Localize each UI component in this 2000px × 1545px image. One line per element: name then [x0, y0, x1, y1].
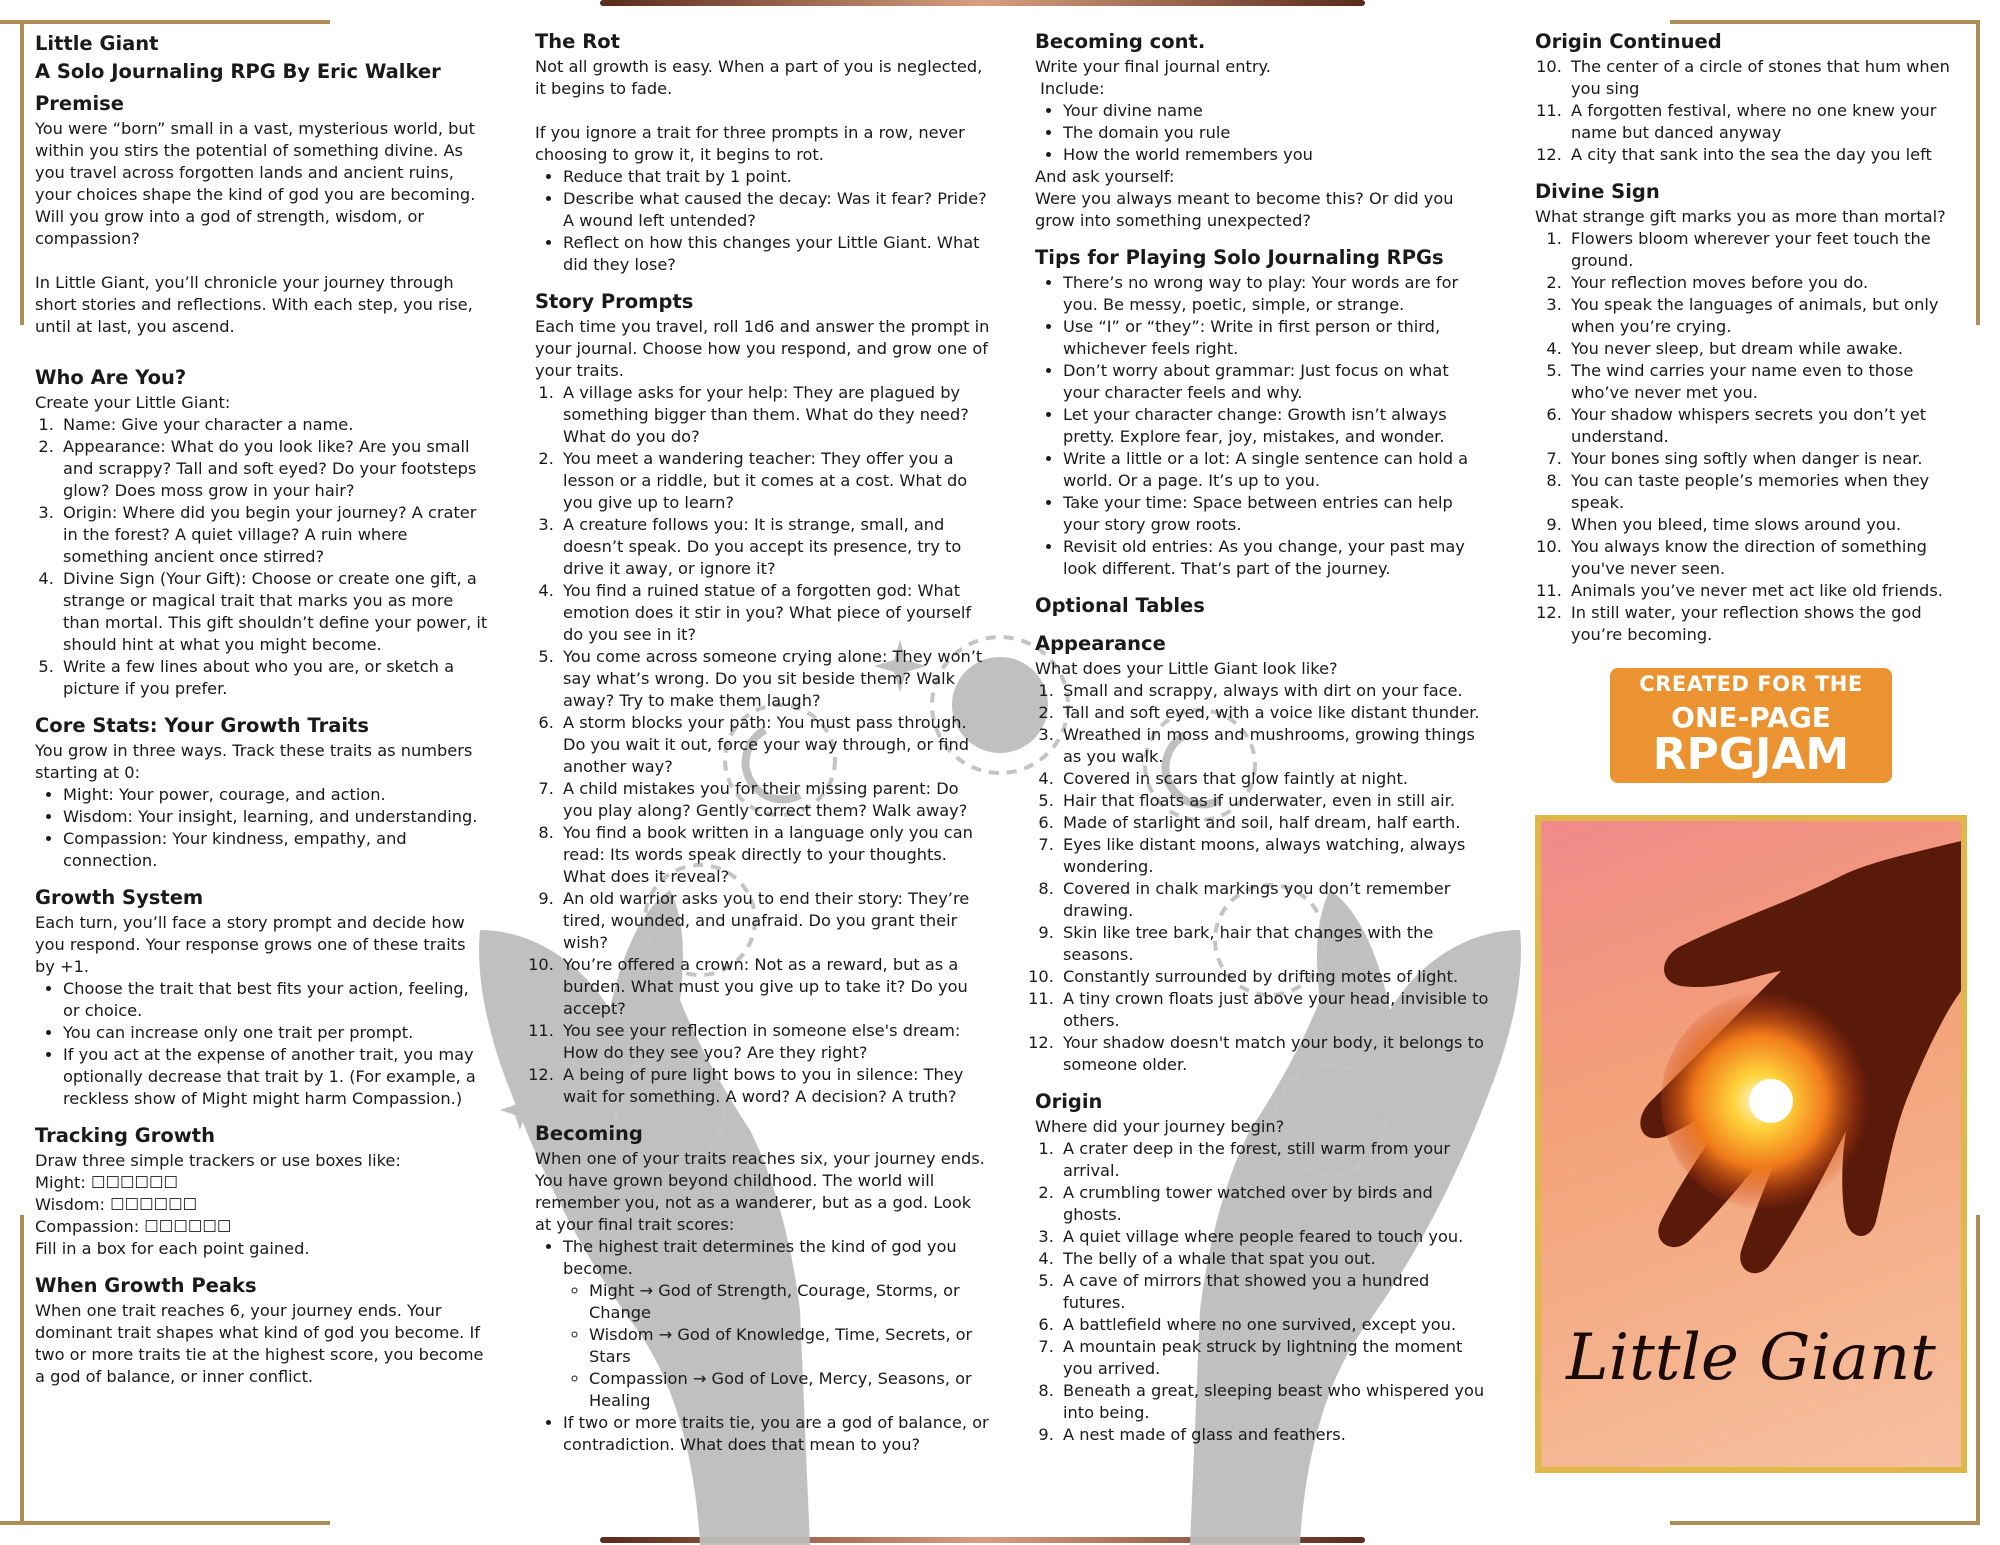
- cont-intro: Write your final journal entry.: [1035, 57, 1271, 76]
- becoming-cont-heading: Becoming cont.: [1035, 30, 1206, 53]
- list-item: 5. You come across someone crying alone: They won’t say what’s wrong. Do you sit beside them? Walk away? Try to make them laugh?: [559, 646, 990, 712]
- list-item: 11. Animals you’ve never met act like old friends.: [1567, 580, 1975, 602]
- divine-sign-list: [1535, 228, 1975, 646]
- divine-sign-intro: What strange gift marks you as more than mortal?: [1535, 207, 1946, 226]
- origin-continued-heading: Origin Continued: [1535, 30, 1722, 53]
- growth-system-heading: Growth System: [35, 886, 204, 909]
- list-item: • Don’t worry about grammar: Just focus on what your character feels and why.: [1063, 360, 1490, 404]
- origin-list: [1035, 1138, 1490, 1446]
- list-item: • Wisdom: Your insight, learning, and understanding.: [63, 806, 490, 828]
- logo-line-1: CREATED FOR THE: [1639, 672, 1863, 696]
- list-item: 2. You meet a wandering teacher: They offer you a lesson or a riddle, but it comes at a cost. What do you give up to learn?: [559, 448, 990, 514]
- list-item: 9. When you bleed, time slows around you.: [1567, 514, 1975, 536]
- list-item: 5. Write a few lines about who you are, or sketch a picture if you prefer.: [59, 656, 490, 700]
- tracker-wisdom: Wisdom: ☐☐☐☐☐☐: [35, 1195, 198, 1214]
- list-item: 6. A storm blocks your path: You must pass through. Do you wait it out, force your way through, or find another way?: [559, 712, 990, 778]
- peaks-heading: When Growth Peaks: [35, 1274, 257, 1297]
- story-prompts-heading: Story Prompts: [535, 290, 694, 313]
- list-item: • Reduce that trait by 1 point.: [563, 166, 990, 188]
- list-item: 4. You find a ruined statue of a forgotten god: What emotion does it stir in you? What piece of yourself do you see in it?: [559, 580, 990, 646]
- doc-title: Little Giant: [35, 32, 159, 55]
- list-item: • If two or more traits tie, you are a god of balance, or contradiction. What does that mean to you?: [563, 1412, 990, 1456]
- list-item: 11. You see your reflection in someone else's dream: How do they see you? Are they right?: [559, 1020, 990, 1064]
- column-2: [535, 30, 990, 1456]
- list-item: 6. Your shadow whispers secrets you don’t yet understand.: [1567, 404, 1975, 448]
- list-item: ◦ Wisdom → God of Knowledge, Time, Secrets, or Stars: [589, 1324, 990, 1368]
- list-item: 12. A being of pure light bows to you in silence: They wait for something. A word? A decision? A truth?: [559, 1064, 990, 1108]
- tracker-might: Might: ☐☐☐☐☐☐: [35, 1173, 179, 1192]
- logo-line-2: ONE-PAGE: [1671, 701, 1831, 734]
- list-item: [563, 1236, 990, 1412]
- becoming-heading: Becoming: [535, 1122, 643, 1145]
- list-item: 9. An old warrior asks you to end their story: They’re tired, wounded, and unafraid. Do you grant their wish?: [559, 888, 990, 954]
- cont-list: [1035, 100, 1490, 166]
- corner-line-top-right: [1670, 20, 1980, 24]
- list-item: 8. You find a book written in a language only you can read: Its words speak directly to your thoughts. What does it reveal?: [559, 822, 990, 888]
- list-item: • Might: Your power, courage, and action.: [63, 784, 490, 806]
- who-list: [35, 414, 490, 700]
- list-item: 11. A tiny crown floats just above your head, invisible to others.: [1059, 988, 1490, 1032]
- list-item: 7. A mountain peak struck by lightning the moment you arrived.: [1059, 1336, 1490, 1380]
- list-item: 8. Covered in chalk markings you don’t remember drawing.: [1059, 878, 1490, 922]
- cover-title: Little Giant: [1566, 1321, 1936, 1395]
- core-list: [35, 784, 490, 872]
- corner-line-bottom-left-vert: [20, 1215, 24, 1525]
- list-item: • There’s no wrong way to play: Your words are for you. Be messy, poetic, simple, or strange.: [1063, 272, 1490, 316]
- list-item: • If you act at the expense of another trait, you may optionally decrease that trait by 1. (For example, a reckless show of Might might harm Compassion.): [63, 1044, 490, 1110]
- list-item: 10. The center of a circle of stones that hum when you sing: [1567, 56, 1975, 100]
- rot-paragraph-2: If you ignore a trait for three prompts in a row, never choosing to grow it, it begins to rot.: [535, 123, 965, 164]
- rot-list: [535, 166, 990, 276]
- sun-core: [1749, 1079, 1793, 1123]
- list-item: 1. A village asks for your help: They are plagued by something bigger than them. What do they need? What do you do?: [559, 382, 990, 448]
- logo-line-3: RPGJAM: [1652, 729, 1850, 780]
- corner-line-bottom-right: [1670, 1521, 1980, 1525]
- story-list: [535, 382, 990, 1108]
- list-item: 1. Name: Give your character a name.: [59, 414, 490, 436]
- appearance-heading: Appearance: [1035, 632, 1166, 655]
- column-1: [35, 30, 490, 1388]
- list-item: 1. Small and scrappy, always with dirt on your face.: [1059, 680, 1490, 702]
- list-item: 5. A cave of mirrors that showed you a hundred futures.: [1059, 1270, 1490, 1314]
- list-item: 8. Beneath a great, sleeping beast who whispered you into being.: [1059, 1380, 1490, 1424]
- core-stats-heading: Core Stats: Your Growth Traits: [35, 714, 369, 737]
- list-item: 4. The belly of a whale that spat you out.: [1059, 1248, 1490, 1270]
- list-item: 10. Constantly surrounded by drifting motes of light.: [1059, 966, 1490, 988]
- list-item: • Describe what caused the decay: Was it fear? Pride? A wound left untended?: [563, 188, 990, 232]
- list-item: 12. A city that sank into the sea the day you left: [1567, 144, 1975, 166]
- origin-continued-list: [1535, 56, 1975, 166]
- premise-heading: Premise: [35, 92, 124, 115]
- list-item: 3. A quiet village where people feared to touch you.: [1059, 1226, 1490, 1248]
- origin-intro: Where did your journey begin?: [1035, 1117, 1285, 1136]
- who-are-you-heading: Who Are You?: [35, 366, 187, 389]
- corner-line-bottom-right-vert: [1976, 1215, 1980, 1525]
- tracker-compassion: Compassion: ☐☐☐☐☐☐: [35, 1217, 232, 1236]
- corner-line-top-left: [0, 20, 330, 24]
- list-item: 7. Eyes like distant moons, always watching, always wondering.: [1059, 834, 1490, 878]
- core-intro: You grow in three ways. Track these traits as numbers starting at 0:: [35, 741, 473, 782]
- list-item: 2. Appearance: What do you look like? Are you small and scrappy? Tall and soft eyed? Do your footsteps glow? Does moss grow in your hair?: [59, 436, 490, 502]
- list-item: 12. Your shadow doesn't match your body, it belongs to someone older.: [1059, 1032, 1490, 1076]
- corner-line-top-left-vert: [20, 20, 24, 325]
- tracking-fill: Fill in a box for each point gained.: [35, 1239, 310, 1258]
- list-item: 1. Flowers bloom wherever your feet touch the ground.: [1567, 228, 1975, 272]
- story-intro: Each time you travel, roll 1d6 and answer the prompt in your journal. Choose how you respond, and grow one of your traits.: [535, 317, 990, 380]
- corner-line-top-right-vert: [1976, 20, 1980, 325]
- cont-ask: And ask yourself:: [1035, 167, 1175, 186]
- top-center-bar: [600, 0, 1365, 6]
- list-item: 3. Wreathed in moss and mushrooms, growing things as you walk.: [1059, 724, 1490, 768]
- list-item: 3. A creature follows you: It is strange, small, and doesn’t speak. Do you accept its presence, try to drive it away, or ignore it?: [559, 514, 990, 580]
- tips-heading: Tips for Playing Solo Journaling RPGs: [1035, 246, 1444, 269]
- corner-line-bottom-left: [0, 1521, 330, 1525]
- list-item: • You can increase only one trait per prompt.: [63, 1022, 490, 1044]
- tips-list: [1035, 272, 1490, 580]
- list-item: • Choose the trait that best fits your action, feeling, or choice.: [63, 978, 490, 1022]
- list-item: 5. Hair that floats as if underwater, even in still air.: [1059, 790, 1490, 812]
- list-item: • How the world remembers you: [1063, 144, 1490, 166]
- becoming-sublist: [563, 1280, 990, 1412]
- list-item: 10. You’re offered a crown: Not as a reward, but as a burden. What must you give up to take it? Do you accept?: [559, 954, 990, 1020]
- list-item: • Your divine name: [1063, 100, 1490, 122]
- becoming-list: [535, 1236, 990, 1456]
- column-4: [1535, 30, 1975, 646]
- list-item: • Let your character change: Growth isn’t always pretty. Explore fear, joy, mistakes, and wonder.: [1063, 404, 1490, 448]
- growth-intro: Each turn, you’ll face a story prompt and decide how you respond. Your response grows one of these traits by +1.: [35, 913, 466, 976]
- who-intro: Create your Little Giant:: [35, 393, 231, 412]
- appearance-list: [1035, 680, 1490, 1076]
- becoming-text: When one of your traits reaches six, your journey ends. You have grown beyond childhood. The world will remember you, not as a wanderer, but as a god. Look at your final trait scores:: [535, 1149, 985, 1234]
- one-page-rpg-jam-logo: [1610, 668, 1892, 783]
- cont-include: Include:: [1035, 79, 1105, 98]
- list-item: • The domain you rule: [1063, 122, 1490, 144]
- list-item: 9. Skin like tree bark, hair that changes with the seasons.: [1059, 922, 1490, 966]
- list-item: 11. A forgotten festival, where no one knew your name but danced anyway: [1567, 100, 1975, 144]
- premise-paragraph-1: You were “born” small in a vast, mysterious world, but within you stirs the potential of something divine. As you travel across forgotten lands and ancient ruins, your choices shape the kind of god you are becoming. Will you grow into a god of strength, wisdom, or compassion?: [35, 119, 476, 248]
- list-item: ◦ Compassion → God of Love, Mercy, Seasons, or Healing: [589, 1368, 990, 1412]
- divine-sign-heading: Divine Sign: [1535, 180, 1660, 203]
- cont-question: Were you always meant to become this? Or did you grow into something unexpected?: [1035, 189, 1454, 230]
- list-item: ◦ Might → God of Strength, Courage, Storms, or Change: [589, 1280, 990, 1324]
- tracking-heading: Tracking Growth: [35, 1124, 216, 1147]
- list-item: 2. A crumbling tower watched over by birds and ghosts.: [1059, 1182, 1490, 1226]
- origin-heading: Origin: [1035, 1090, 1103, 1113]
- list-item: 8. You can taste people’s memories when they speak.: [1567, 470, 1975, 514]
- list-item: 7. A child mistakes you for their missing parent: Do you play along? Gently correct them? Walk away?: [559, 778, 990, 822]
- list-item: 6. Made of starlight and soil, half dream, half earth.: [1059, 812, 1490, 834]
- list-item: 3. You speak the languages of animals, but only when you’re crying.: [1567, 294, 1975, 338]
- list-item: 1. A crater deep in the forest, still warm from your arrival.: [1059, 1138, 1490, 1182]
- list-item: 12. In still water, your reflection shows the god you’re becoming.: [1567, 602, 1975, 646]
- appearance-intro: What does your Little Giant look like?: [1035, 659, 1338, 678]
- peaks-text: When one trait reaches 6, your journey ends. Your dominant trait shapes what kind of god you become. If two or more traits tie at the highest score, you become a god of balance, or inner conflict.: [35, 1301, 484, 1386]
- list-item: 3. Origin: Where did you begin your journey? A crater in the forest? A quiet village? A ruin where something ancient once stirred?: [59, 502, 490, 568]
- list-item: 2. Your reflection moves before you do.: [1567, 272, 1975, 294]
- list-item: 2. Tall and soft eyed, with a voice like distant thunder.: [1059, 702, 1490, 724]
- column-3: [1035, 30, 1490, 1446]
- list-item: • Reflect on how this changes your Little Giant. What did they lose?: [563, 232, 990, 276]
- premise-paragraph-2: In Little Giant, you’ll chronicle your journey through short stories and reflections. With each step, you rise, until at last, you ascend.: [35, 273, 473, 336]
- list-item: 4. Covered in scars that glow faintly at night.: [1059, 768, 1490, 790]
- growth-list: [35, 978, 490, 1110]
- list-item: 4. You never sleep, but dream while awake.: [1567, 338, 1975, 360]
- optional-tables-heading: Optional Tables: [1035, 594, 1205, 617]
- doc-subtitle: A Solo Journaling RPG By Eric Walker: [35, 60, 441, 83]
- rot-paragraph-1: Not all growth is easy. When a part of you is neglected, it begins to fade.: [535, 57, 983, 98]
- list-item: • Revisit old entries: As you change, your past may look different. That’s part of the journey.: [1063, 536, 1490, 580]
- list-item: 6. A battlefield where no one survived, except you.: [1059, 1314, 1490, 1336]
- list-item: 9. A nest made of glass and feathers.: [1059, 1424, 1490, 1446]
- cover-art: [1535, 815, 1967, 1473]
- list-item: 5. The wind carries your name even to those who’ve never met you.: [1567, 360, 1975, 404]
- list-item: 10. You always know the direction of something you've never seen.: [1567, 536, 1975, 580]
- list-item: • Compassion: Your kindness, empathy, and connection.: [63, 828, 490, 872]
- list-item: • Use “I” or “they”: Write in first person or third, whichever feels right.: [1063, 316, 1490, 360]
- list-item: 4. Divine Sign (Your Gift): Choose or create one gift, a strange or magical trait that marks you as more than mortal. This gift shouldn’t define your power, it should hint at what you might become.: [59, 568, 490, 656]
- list-item: 7. Your bones sing softly when danger is near.: [1567, 448, 1975, 470]
- list-item: • Write a little or a lot: A single sentence can hold a world. Or a page. It’s up to you.: [1063, 448, 1490, 492]
- rot-heading: The Rot: [535, 30, 620, 53]
- list-item: • Take your time: Space between entries can help your story grow roots.: [1063, 492, 1490, 536]
- tracking-intro: Draw three simple trackers or use boxes like:: [35, 1151, 401, 1170]
- becoming-item-1: The highest trait determines the kind of god you become.: [563, 1237, 957, 1278]
